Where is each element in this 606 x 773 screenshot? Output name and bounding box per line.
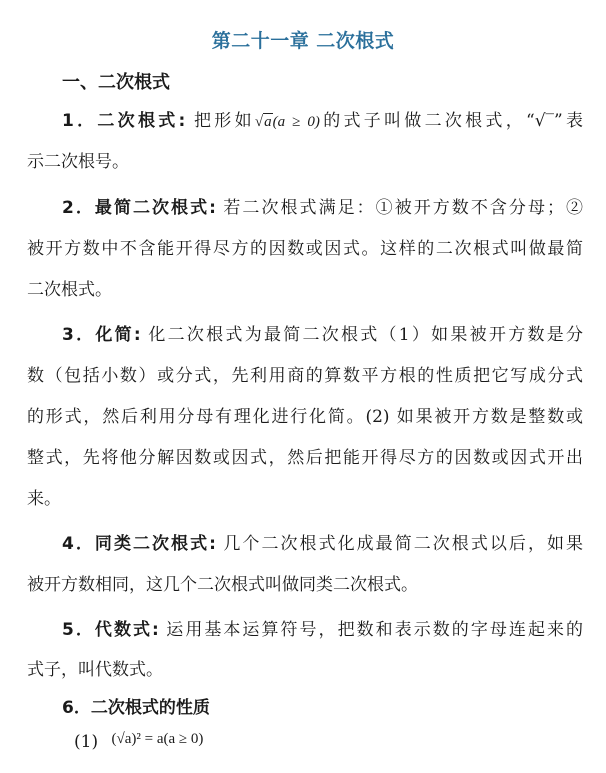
item-3-line-3: 的形式，然后利用分母有理化进行化简。(2) 如果被开方数是整数或 [27,407,583,427]
item-3-line-2: 数（包括小数）或分式，先利用商的算数平方根的性质把它写成分式 [27,366,583,386]
item-1-line-2: 示二次根号。 [27,152,129,172]
chapter-title: 第二十一章 二次根式 [211,30,395,52]
item-3-line-4: 整式，先将他分解因数或因式，然后把能开得尽方的因数或因式开出 [27,448,583,468]
item-2-line-2: 被开方数中不含能开得尽方的因数或因式。这样的二次根式叫做最简 [27,239,583,259]
sqrt-a-expression: √a(a ≥ 0) [254,114,320,130]
property-1 [74,732,203,752]
property-1-label: (1) [74,732,99,752]
item-5-line-1: 5．代数式: 运用基本运算符号，把数和表示数的字母连起来的 [62,620,584,640]
item-1-line-1: 1．二次根式: 把形如√a(a ≥ 0)的式子叫做二次根式，“√‾”表 [62,111,583,131]
item-5-line-2: 式子，叫代数式。 [27,660,163,680]
item-1-term: 二次根式 [97,111,179,131]
item-4-line-2: 被开方数相同，这几个二次根式叫做同类二次根式。 [27,575,418,595]
item-2-term: 最简二次根式 [94,198,210,218]
property-1-formula: (√a)² = a(a ≥ 0) [111,731,204,747]
item-2-line-3: 二次根式。 [27,280,112,300]
item-4-line-1: 4．同类二次根式: 几个二次根式化成最简二次根式以后，如果 [62,534,584,554]
item-6-heading: 6．二次根式的性质 [62,698,210,718]
item-3-term: 化简 [95,325,134,345]
item-2-line-1: 2．最简二次根式: 若二次根式满足：①被开方数不含分母；② [62,198,584,218]
section-heading: 一、二次根式 [62,72,170,93]
item-3-line-1: 3．化简: 化二次根式为最简二次根式（1）如果被开方数是分 [62,325,583,345]
item-5-term: 代数式 [94,620,153,640]
item-4-term: 同类二次根式 [94,534,210,554]
item-1-number: 1． [62,111,98,131]
item-3-line-5: 来。 [27,489,61,509]
